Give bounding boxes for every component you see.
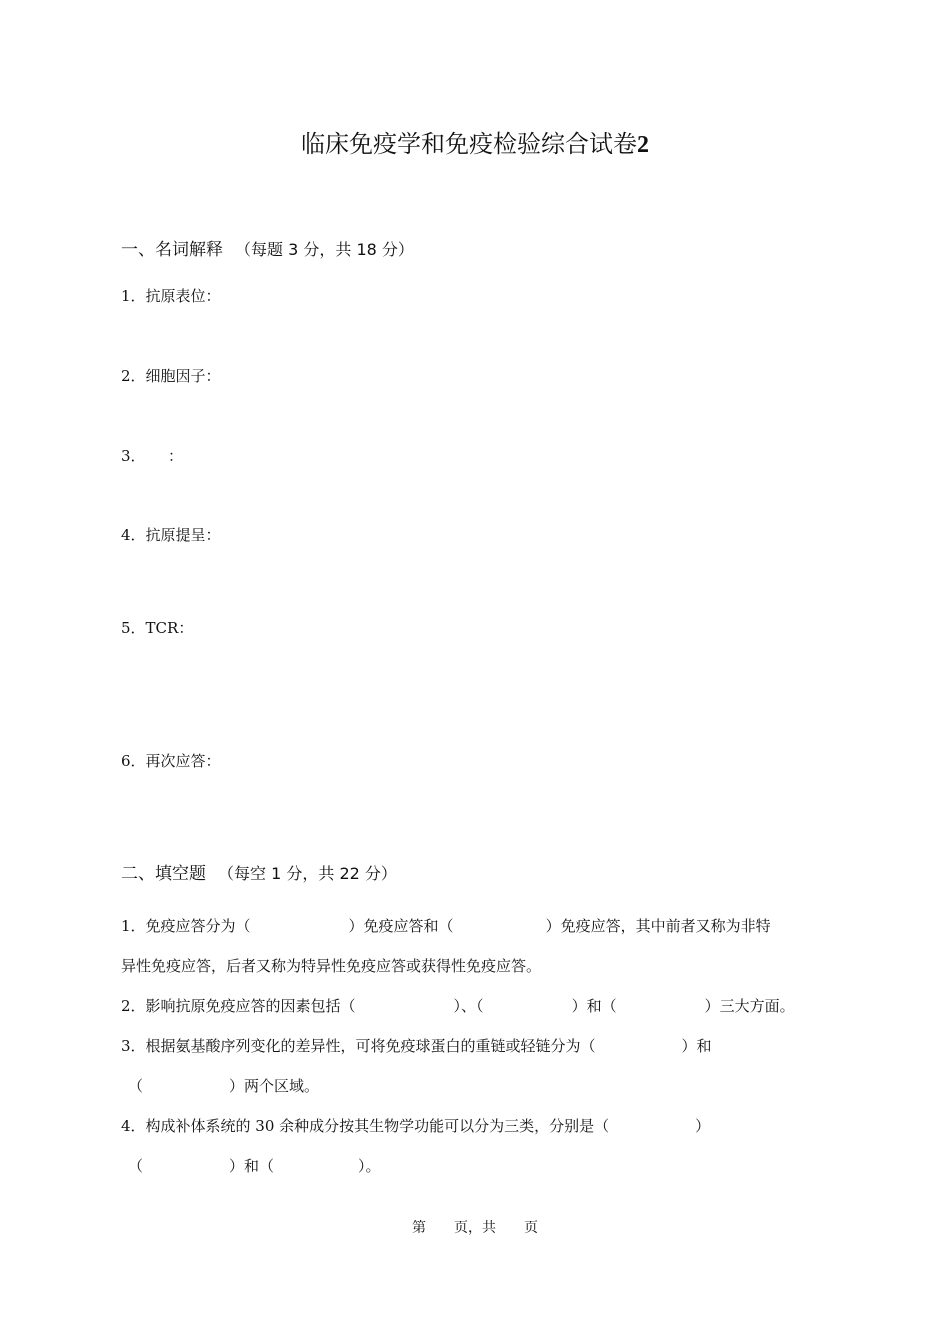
q4-text-e: ）。 bbox=[358, 1157, 381, 1175]
definition-item-1 bbox=[121, 285, 221, 306]
item-term: 细胞因子： bbox=[145, 367, 221, 385]
q1-text-d: 异性免疫应答，后者又称为特异性免疫应答或获得性免疫应答。 bbox=[121, 957, 542, 975]
definition-item-2 bbox=[121, 365, 221, 386]
section-2-heading bbox=[121, 859, 397, 884]
page-footer: 第 页，共 页 bbox=[412, 1220, 538, 1236]
q2-text-c: ）和（ bbox=[571, 997, 617, 1015]
fill-question-1-line-2 bbox=[121, 955, 541, 976]
section-1-title: 一、名词解释 bbox=[121, 240, 223, 260]
title-number: 2 bbox=[637, 132, 649, 158]
q2-text-d: ）三大方面。 bbox=[704, 997, 795, 1015]
definition-item-6 bbox=[121, 750, 221, 771]
page-title bbox=[0, 124, 950, 159]
section-1-heading bbox=[121, 235, 414, 260]
item-term: 抗原表位： bbox=[145, 287, 221, 305]
q2-text-a: 2．影响抗原免疫应答的因素包括（ bbox=[121, 997, 356, 1015]
item-number: 1． bbox=[121, 287, 146, 305]
section-2-title: 二、填空题 bbox=[121, 864, 206, 884]
q4-text-b: ） bbox=[695, 1117, 711, 1135]
definition-item-5 bbox=[121, 617, 193, 638]
item-number: 5． bbox=[121, 619, 146, 637]
item-term: 再次应答： bbox=[145, 752, 221, 770]
title-text: 临床免疫学和免疫检验综合试卷 bbox=[301, 130, 637, 158]
q3-text-a: 3．根据氨基酸序列变化的差异性，可将免疫球蛋白的重链或轻链分为（ bbox=[121, 1037, 596, 1055]
q4-text-d: ）和（ bbox=[229, 1157, 275, 1175]
fill-question-2 bbox=[121, 995, 795, 1016]
item-number: 4． bbox=[121, 526, 146, 544]
q4-text-a: 4．构成补体系统的 30 余种成分按其生物学功能可以分为三类，分别是（ bbox=[121, 1117, 610, 1135]
section-2-note: （每空 1 分，共 22 分） bbox=[218, 864, 397, 883]
fill-question-1-line-1 bbox=[121, 915, 771, 936]
item-term: 抗原提呈： bbox=[145, 526, 221, 544]
q1-text-a: 1．免疫应答分为（ bbox=[121, 917, 251, 935]
q3-text-b: ）和 bbox=[681, 1037, 712, 1055]
item-term: ： bbox=[138, 447, 184, 465]
fill-question-4-line-1 bbox=[121, 1115, 710, 1136]
item-term: TCR： bbox=[145, 619, 194, 637]
fill-question-3-line-2 bbox=[128, 1075, 319, 1096]
item-number: 2． bbox=[121, 367, 146, 385]
q3-text-c: （ bbox=[128, 1077, 144, 1095]
q3-text-d: ）两个区域。 bbox=[229, 1077, 320, 1095]
section-1-note: （每题 3 分，共 18 分） bbox=[235, 240, 414, 259]
item-number: 3． bbox=[121, 447, 139, 465]
definition-item-4 bbox=[121, 524, 221, 545]
q1-text-b: ）免疫应答和（ bbox=[348, 917, 454, 935]
definition-item-3 bbox=[121, 445, 183, 466]
q4-text-c: （ bbox=[128, 1157, 144, 1175]
q1-text-c: ）免疫应答，其中前者又称为非特 bbox=[545, 917, 771, 935]
item-number: 6． bbox=[121, 752, 146, 770]
fill-question-3-line-1 bbox=[121, 1035, 712, 1056]
q2-text-b: ）、（ bbox=[453, 997, 484, 1015]
fill-question-4-line-2 bbox=[128, 1155, 381, 1176]
